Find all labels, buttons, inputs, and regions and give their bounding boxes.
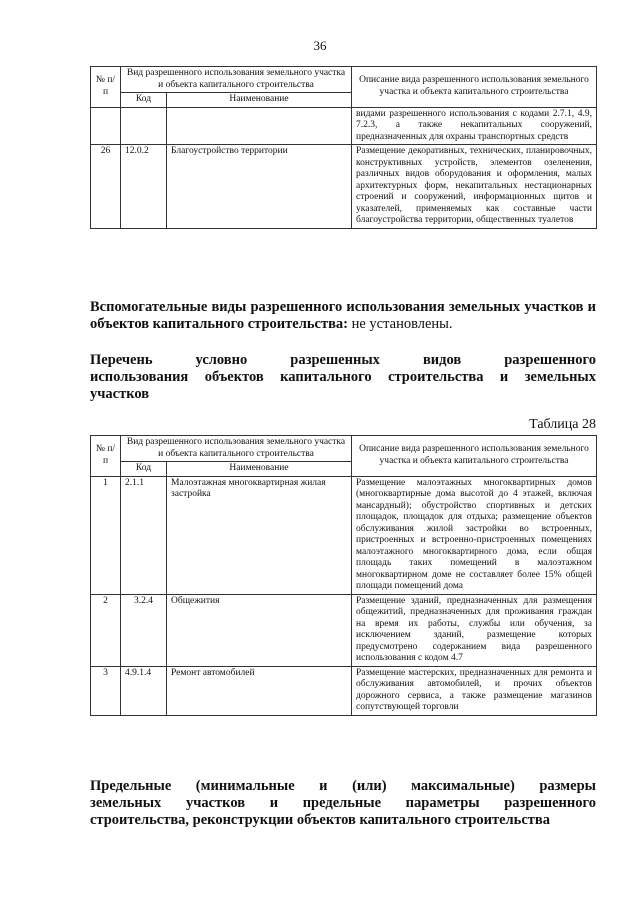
- header-code: Код: [121, 93, 167, 108]
- row-num: 26: [91, 145, 121, 229]
- auxiliary-uses-paragraph: [90, 299, 596, 333]
- page-number: 36: [313, 38, 327, 53]
- header-name: Наименование: [167, 93, 352, 108]
- table-header-row: [91, 436, 597, 462]
- auxiliary-uses-bold: Вспомогательные виды разрешенного использования земельных участков и объектов капитального строительства:: [90, 299, 596, 332]
- header-use-type: Вид разрешенного использования земельного участка и объекта капитального строительства: [121, 67, 352, 93]
- row-name: Благоустройство территории: [167, 145, 352, 229]
- row-code: 12.0.2: [121, 145, 167, 229]
- header-name: Наименование: [167, 462, 352, 477]
- limits-heading-line-1: Предельные (минимальные и (или) максимальные) размеры: [90, 778, 596, 794]
- row-code: 4.9.1.4: [121, 666, 167, 715]
- row-code: 2.1.1: [121, 476, 167, 594]
- table-row: [91, 666, 597, 715]
- row-num: 3: [91, 666, 121, 715]
- row-name: Общежития: [167, 594, 352, 666]
- use-types-table-continued: [90, 66, 597, 229]
- row-name: Малоэтажная многоквартирная жилая застройка: [167, 476, 352, 594]
- limits-heading: [90, 778, 596, 829]
- row-description: Размещение зданий, предназначенных для размещения общежитий, предназначенных для проживания граждан на время их работы, службы или обучения, за исключением зданий, размещение которых предусмотрено содержанием вида разрешенного использования с кодом 4.7: [352, 594, 597, 666]
- header-code: Код: [121, 462, 167, 477]
- row-num: 2: [91, 594, 121, 666]
- row-description: Размещение декоративных, технических, планировочных, конструктивных устройств, элементов озеленения, различных видов оборудования и оформления, малых архитектурных форм, некапитальных нестационарных строений и сооружений, информационных щитов и указателей, применяемых как составные части благоустройства территории, общественных туалетов: [352, 145, 597, 229]
- conditional-uses-heading: [90, 352, 596, 403]
- conditional-heading-line-2: использования объектов капитального строительства и земельных: [90, 369, 596, 385]
- conditional-heading-line-3: участков: [90, 386, 150, 402]
- conditional-uses-table: [90, 435, 597, 716]
- row-description: Размещение малоэтажных многоквартирных домов (многоквартирные дома высотой до 4 этажей, включая мансардный); обустройство спортивных и детских площадок, площадок для отдыха; размещение объектов обслуживания жилой застройки во встроенных, пристроенных и встроенно-пристроенных помещениях малоэтажного многоквартирного дома, если общая площадь таких помещений в малоэтажном многоквартирном доме не составляет более 15% общей площади помещений дома: [352, 476, 597, 594]
- header-num: № п/п: [91, 67, 121, 108]
- conditional-heading-line-1: Перечень условно разрешенных видов разрешенного: [90, 352, 596, 368]
- table-header-row: [91, 67, 597, 93]
- table-row: [91, 476, 597, 594]
- auxiliary-uses-value: не установлены.: [347, 316, 453, 332]
- limits-heading-line-2: земельных участков и предельные параметры разрешенного: [90, 795, 596, 811]
- header-description: Описание вида разрешенного использования земельного участка и объекта капитального строительства: [352, 436, 597, 477]
- table-caption: Таблица 28: [529, 417, 596, 432]
- table-row: [91, 145, 597, 229]
- limits-heading-line-3: строительства, реконструкции объектов капитального строительства: [90, 812, 550, 828]
- header-num: № п/п: [91, 436, 121, 477]
- table-row: [91, 107, 597, 145]
- row-description: Размещение мастерских, предназначенных для ремонта и обслуживания автомобилей, и прочих объектов дорожного сервиса, а также размещение магазинов сопутствующей торговли: [352, 666, 597, 715]
- continuation-description: видами разрешенного использования с кодами 2.7.1, 4.9, 7.2.3, а также некапитальных сооружений, предназначенных для охраны транспортных средств: [352, 107, 597, 145]
- row-name: Ремонт автомобилей: [167, 666, 352, 715]
- header-description: Описание вида разрешенного использования земельного участка и объекта капитального строительства: [352, 67, 597, 108]
- header-use-type: Вид разрешенного использования земельного участка и объекта капитального строительства: [121, 436, 352, 462]
- row-num: 1: [91, 476, 121, 594]
- table-row: [91, 594, 597, 666]
- row-code: 3.2.4: [121, 594, 167, 666]
